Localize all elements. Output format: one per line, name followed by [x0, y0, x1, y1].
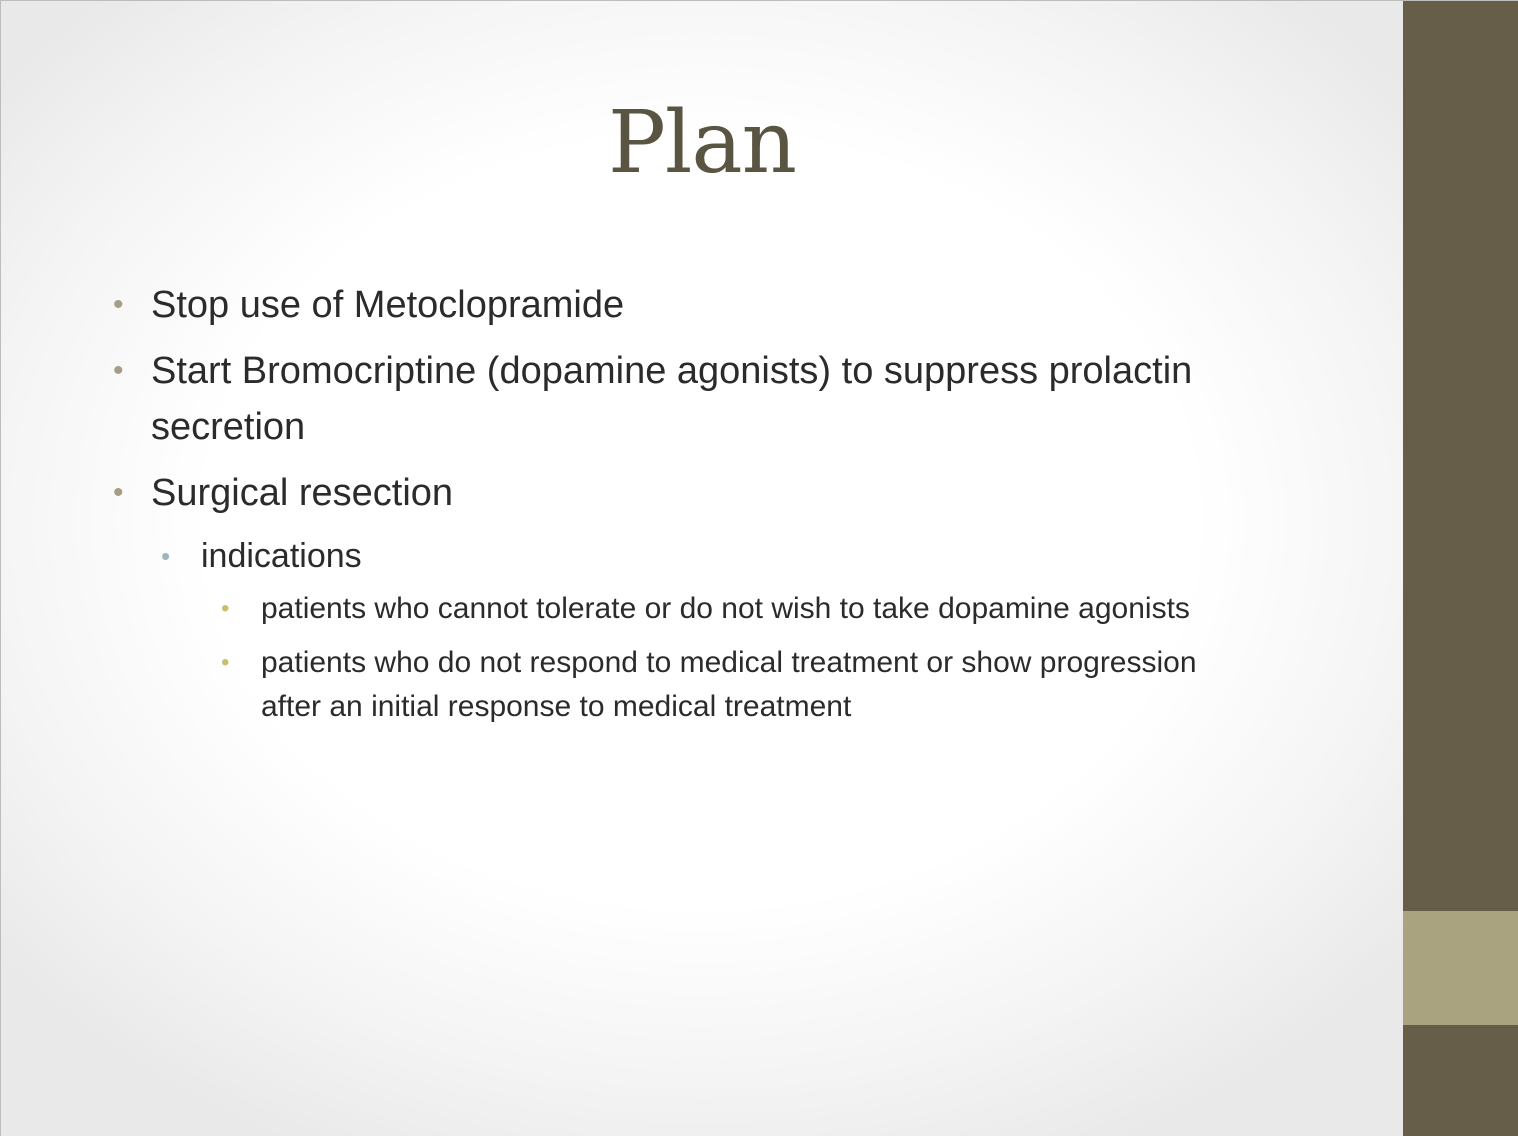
sub-sub-bullet-dot-icon: •	[221, 595, 230, 622]
bullet-dot-icon: •	[113, 354, 124, 387]
sub-sub-bullet-dot-icon: •	[221, 649, 230, 676]
sidebar-accent-block	[1403, 911, 1518, 1025]
bullet-dot-icon: •	[113, 288, 124, 321]
sub-sub-bullet-text: patients who cannot tolerate or do not wish to take dopamine agonists	[261, 592, 1190, 625]
sub-sub-bullet-text: patients who do not respond to medical treatment or show progression after an initial response to medical treatment	[261, 646, 1197, 723]
sub-sub-bullet-item	[221, 587, 1241, 631]
sub-bullet-item	[161, 531, 1341, 581]
decorative-sidebar	[1403, 1, 1518, 1136]
bullet-text: Surgical resection	[151, 472, 454, 514]
bullet-dot-icon: •	[113, 476, 124, 509]
bullet-text: Start Bromocriptine (dopamine agonists) to suppress prolactin secretion	[151, 350, 1193, 448]
sub-sub-bullet-item	[221, 641, 1241, 729]
slide-title: Plan	[607, 93, 797, 193]
bullet-item	[111, 343, 1341, 455]
bullet-text: Stop use of Metoclopramide	[151, 284, 625, 326]
slide-content	[111, 277, 1341, 739]
sub-bullet-text: indications	[201, 537, 362, 575]
bullet-item	[111, 465, 1341, 521]
sub-bullet-dot-icon: •	[161, 541, 171, 571]
bullet-item	[111, 277, 1341, 333]
